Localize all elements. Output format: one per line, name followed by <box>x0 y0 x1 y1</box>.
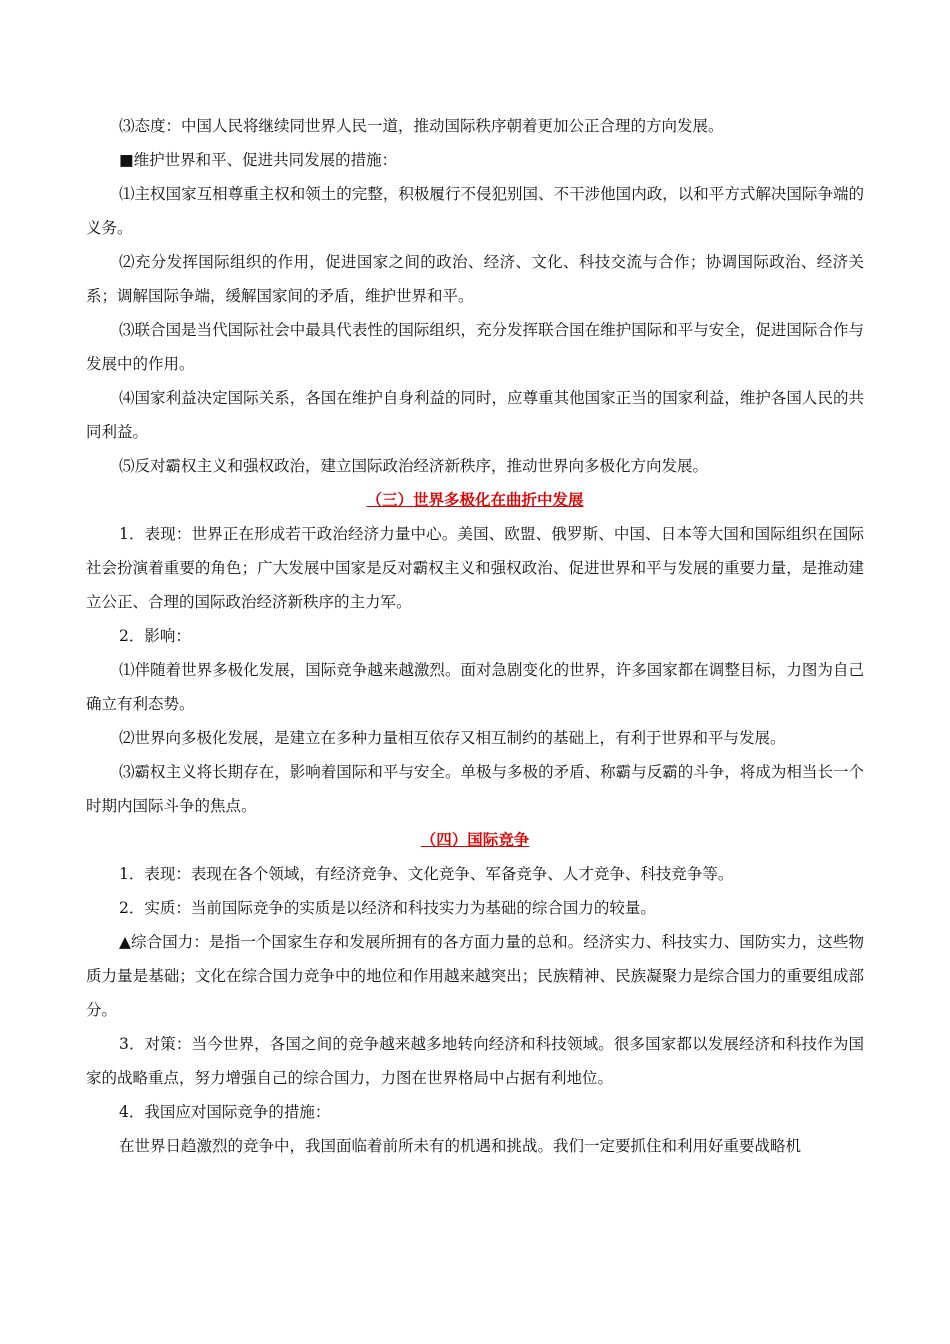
paragraph-china-measures-title: 4．我国应对国际竞争的措施： <box>119 1103 331 1121</box>
paragraph-manifestation: 1．表现：世界正在形成若干政治经济力量中心。美国、欧盟、俄罗斯、中国、日本等大国和国际组织在国际社会扮演着重要的角色；广大发展中国家是反对霸权主义和强权政治、促进世界和平与发展的重要力量，是推动建立公正、合理的国际政治经济新秩序的主力军。 <box>86 525 864 611</box>
paragraph-measures-title: ■维护世界和平、促进共同发展的措施： <box>119 151 398 169</box>
section-heading-competition: （四）国际竞争 <box>420 830 530 849</box>
paragraph-measure-5: ⑸反对霸权主义和强权政治，建立国际政治经济新秩序，推动世界向多极化方向发展。 <box>119 457 709 475</box>
paragraph-measure-1: ⑴主权国家互相尊重主权和领土的完整，积极履行不侵犯别国、不干涉他国内政，以和平方式解决国际争端的义务。 <box>86 185 864 237</box>
paragraph-influence-2: ⑵世界向多极化发展，是建立在多种力量相互依存又相互制约的基础上，有利于世界和平与发展。 <box>119 729 786 747</box>
paragraph-influence-3: ⑶霸权主义将长期存在，影响着国际和平与安全。单极与多极的矛盾、称霸与反霸的斗争，将成为相当长一个时期内国际斗争的焦点。 <box>86 763 864 815</box>
paragraph-national-power: ▲综合国力：是指一个国家生存和发展所拥有的各方面力量的总和。经济实力、科技实力、国防实力，这些物质力量是基础；文化在综合国力竞争中的地位和作用越来越突出；民族精神、民族凝聚力是综合国力的重要组成部分。 <box>86 933 864 1019</box>
paragraph-attitude: ⑶态度：中国人民将继续同世界人民一道，推动国际秩序朝着更加公正合理的方向发展。 <box>119 117 724 135</box>
paragraph-influence-1: ⑴伴随着世界多极化发展，国际竞争越来越激烈。面对急剧变化的世界，许多国家都在调整目标，力图为自己确立有利态势。 <box>86 661 864 713</box>
paragraph-measure-4: ⑷国家利益决定国际关系，各国在维护自身利益的同时，应尊重其他国家正当的国家利益，维护各国人民的共同利益。 <box>86 389 864 441</box>
paragraph-countermeasures: 3．对策：当今世界，各国之间的竞争越来越多地转向经济和科技领域。很多国家都以发展经济和科技作为国家的战略重点，努力增强自己的综合国力，力图在世界格局中占据有利地位。 <box>86 1035 864 1087</box>
section-heading-multipolarity: （三）世界多极化在曲折中发展 <box>366 490 584 509</box>
document-page <box>86 109 864 1163</box>
paragraph-competition-manifestation: 1．表现：表现在各个领域，有经济竞争、文化竞争、军备竞争、人才竞争、科技竞争等。 <box>119 865 734 883</box>
paragraph-competition-essence: 2．实质：当前国际竞争的实质是以经济和科技实力为基础的综合国力的较量。 <box>119 899 656 917</box>
paragraph-measure-2: ⑵充分发挥国际组织的作用，促进国家之间的政治、经济、文化、科技交流与合作；协调国际政治、经济关系；调解国际争端，缓解国家间的矛盾，维护世界和平。 <box>86 253 864 305</box>
paragraph-measure-3: ⑶联合国是当代国际社会中最具代表性的国际组织，充分发挥联合国在维护国际和平与安全，促进国际合作与发展中的作用。 <box>86 321 864 373</box>
paragraph-influence-title: 2．影响： <box>119 627 191 645</box>
paragraph-china-measures: 在世界日趋激烈的竞争中，我国面临着前所未有的机遇和挑战。我们一定要抓住和利用好重要战略机 <box>119 1137 802 1155</box>
